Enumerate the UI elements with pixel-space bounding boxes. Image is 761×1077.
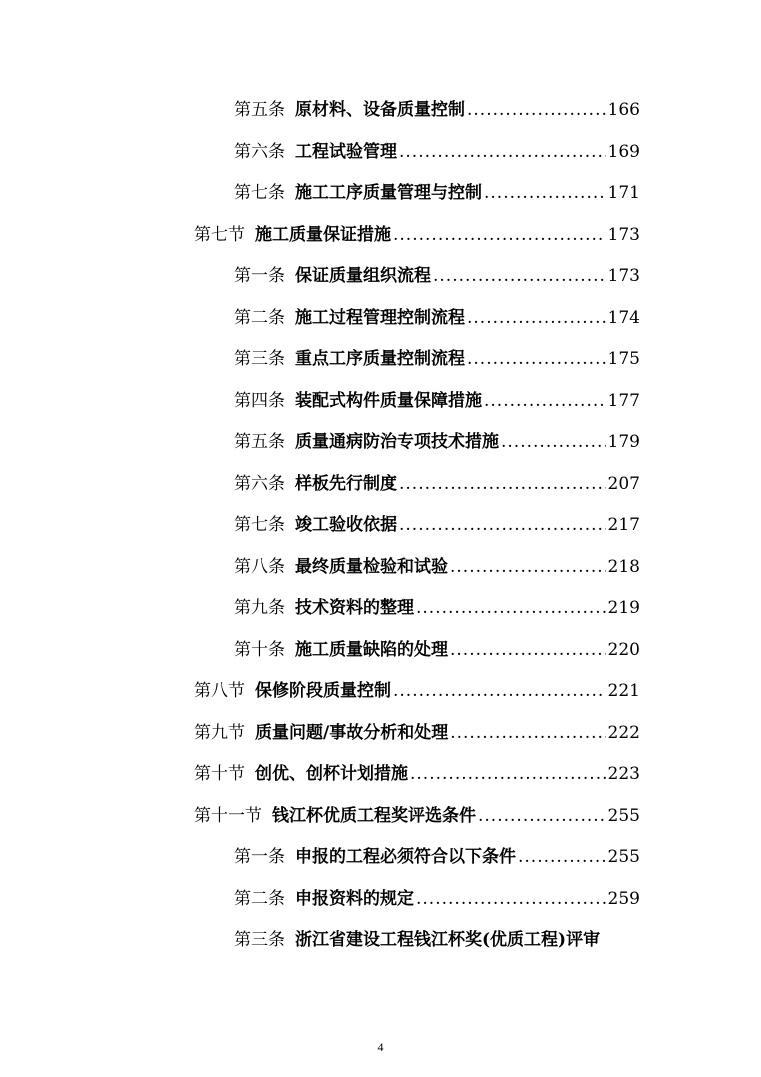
toc-entry-label: 第九节 <box>194 722 245 743</box>
toc-leader-dots <box>484 381 606 423</box>
toc-entry-page: 173 <box>607 224 640 245</box>
toc-leader-dots <box>393 671 606 713</box>
toc-section-entry[interactable] <box>0 796 761 838</box>
toc-entry-title: 申报的工程必须符合以下条件 <box>295 847 516 867</box>
toc-entry-label: 第八条 <box>234 556 285 577</box>
toc-article-entry[interactable] <box>0 173 761 215</box>
toc-article-entry[interactable] <box>0 90 761 132</box>
toc-entry-label: 第一条 <box>234 847 285 867</box>
toc-leader-dots <box>484 173 606 215</box>
toc-entry-label: 第十一节 <box>194 805 262 826</box>
toc-entry-page: 218 <box>607 556 640 577</box>
toc-article-entry[interactable] <box>0 879 761 921</box>
toc-entry-page: 222 <box>607 722 640 743</box>
toc-entry-page: 179 <box>607 432 640 452</box>
toc-entry-label: 第十节 <box>194 764 245 784</box>
toc-entry-title: 申报资料的规定 <box>295 888 414 909</box>
toc-entry-label: 第六条 <box>234 141 285 162</box>
toc-entry-label: 第三条 <box>234 349 285 369</box>
toc-leader-dots <box>450 713 605 755</box>
toc-entry-title: 创优、创杯计划措施 <box>255 764 408 784</box>
toc-article-entry[interactable] <box>0 920 761 962</box>
toc-entry-title: 技术资料的整理 <box>295 598 414 618</box>
toc-leader-dots <box>518 837 606 879</box>
toc-leader-dots <box>393 215 606 257</box>
toc-entry-label: 第三条 <box>234 930 285 950</box>
toc-entry-page: 177 <box>607 390 640 411</box>
toc-entry-page: 219 <box>607 598 640 618</box>
toc-entry-label: 第二条 <box>234 307 285 328</box>
toc-article-entry[interactable] <box>0 422 761 464</box>
toc-entry-title: 质量通病防治专项技术措施 <box>295 432 499 452</box>
toc-leader-dots <box>478 796 606 838</box>
toc-entry-page: 173 <box>607 266 640 286</box>
toc-entry-label: 第六条 <box>234 473 285 494</box>
toc-entry-title: 施工过程管理控制流程 <box>295 307 465 328</box>
toc-entry-label: 第五条 <box>234 432 285 452</box>
toc-entry-label: 第五条 <box>234 100 285 120</box>
toc-entry-title: 重点工序质量控制流程 <box>295 349 465 369</box>
toc-article-entry[interactable] <box>0 464 761 506</box>
toc-entry-label: 第七节 <box>194 224 245 245</box>
toc-section-entry[interactable] <box>0 671 761 713</box>
toc-leader-dots <box>399 464 606 506</box>
toc-entry-page: 166 <box>607 100 640 120</box>
toc-article-entry[interactable] <box>0 298 761 340</box>
toc-leader-dots <box>450 547 606 589</box>
toc-article-entry[interactable] <box>0 837 761 879</box>
toc-leader-dots <box>450 630 606 672</box>
toc-leader-dots <box>433 256 606 298</box>
toc-entry-label: 第四条 <box>234 390 285 411</box>
toc-entry-title: 保修阶段质量控制 <box>255 681 391 701</box>
toc-entry-page: 169 <box>607 141 640 162</box>
toc-entry-page: 171 <box>607 183 640 203</box>
toc-leader-dots <box>416 879 606 921</box>
toc-leader-dots <box>399 505 606 547</box>
toc-section-entry[interactable] <box>0 215 761 257</box>
toc-leader-dots <box>467 298 606 340</box>
toc-entry-title: 保证质量组织流程 <box>295 266 431 286</box>
toc-section-entry[interactable] <box>0 713 761 755</box>
page-number: 4 <box>377 1040 384 1054</box>
toc-entry-title: 钱江杯优质工程奖评选条件 <box>272 805 476 826</box>
toc-article-entry[interactable] <box>0 132 761 174</box>
toc-entry-page: 259 <box>607 888 640 909</box>
toc-article-entry[interactable] <box>0 505 761 547</box>
toc-article-entry[interactable] <box>0 630 761 672</box>
toc-leader-dots <box>501 422 606 464</box>
toc-entry-page: 174 <box>607 307 640 328</box>
toc-leader-dots <box>399 132 606 174</box>
toc-leader-dots <box>467 90 606 132</box>
toc-entry-title: 装配式构件质量保障措施 <box>295 390 482 411</box>
toc-entry-label: 第一条 <box>234 266 285 286</box>
toc-entry-label: 第九条 <box>234 598 285 618</box>
toc-entry-title: 浙江省建设工程钱江杯奖(优质工程)评审 <box>295 930 601 950</box>
toc-entry-title: 最终质量检验和试验 <box>295 556 448 577</box>
toc-entry-title: 质量问题/事故分析和处理 <box>255 722 449 743</box>
toc-leader-dots <box>467 339 606 381</box>
toc-leader-dots <box>410 754 606 796</box>
toc-article-entry[interactable] <box>0 339 761 381</box>
toc-entry-label: 第七条 <box>234 515 285 535</box>
toc-leader-dots <box>416 588 606 630</box>
toc-entry-title: 施工工序质量管理与控制 <box>295 183 482 203</box>
toc-entry-label: 第七条 <box>234 183 285 203</box>
toc-entry-label: 第二条 <box>234 888 285 909</box>
toc-entry-page: 255 <box>607 847 640 867</box>
toc-entry-title: 原材料、设备质量控制 <box>295 100 465 120</box>
toc-entry-page: 221 <box>607 681 640 701</box>
toc-entry-label: 第八节 <box>194 681 245 701</box>
toc-article-entry[interactable] <box>0 381 761 423</box>
toc-entry-label: 第十条 <box>234 639 285 660</box>
toc-entry-page: 220 <box>607 639 640 660</box>
toc-article-entry[interactable] <box>0 547 761 589</box>
toc-entry-page: 255 <box>607 805 640 826</box>
toc-article-entry[interactable] <box>0 588 761 630</box>
toc-entry-title: 样板先行制度 <box>295 473 397 494</box>
toc-entry-page: 207 <box>607 473 640 494</box>
toc-entry-page: 175 <box>607 349 640 369</box>
table-of-contents <box>0 90 761 962</box>
toc-article-entry[interactable] <box>0 256 761 298</box>
toc-entry-title: 施工质量缺陷的处理 <box>295 639 448 660</box>
toc-entry-title: 工程试验管理 <box>295 141 397 162</box>
toc-entry-title: 施工质量保证措施 <box>255 224 391 245</box>
toc-section-entry[interactable] <box>0 754 761 796</box>
toc-entry-page: 223 <box>607 764 640 784</box>
toc-entry-title: 竣工验收依据 <box>295 515 397 535</box>
toc-entry-page: 217 <box>607 515 640 535</box>
